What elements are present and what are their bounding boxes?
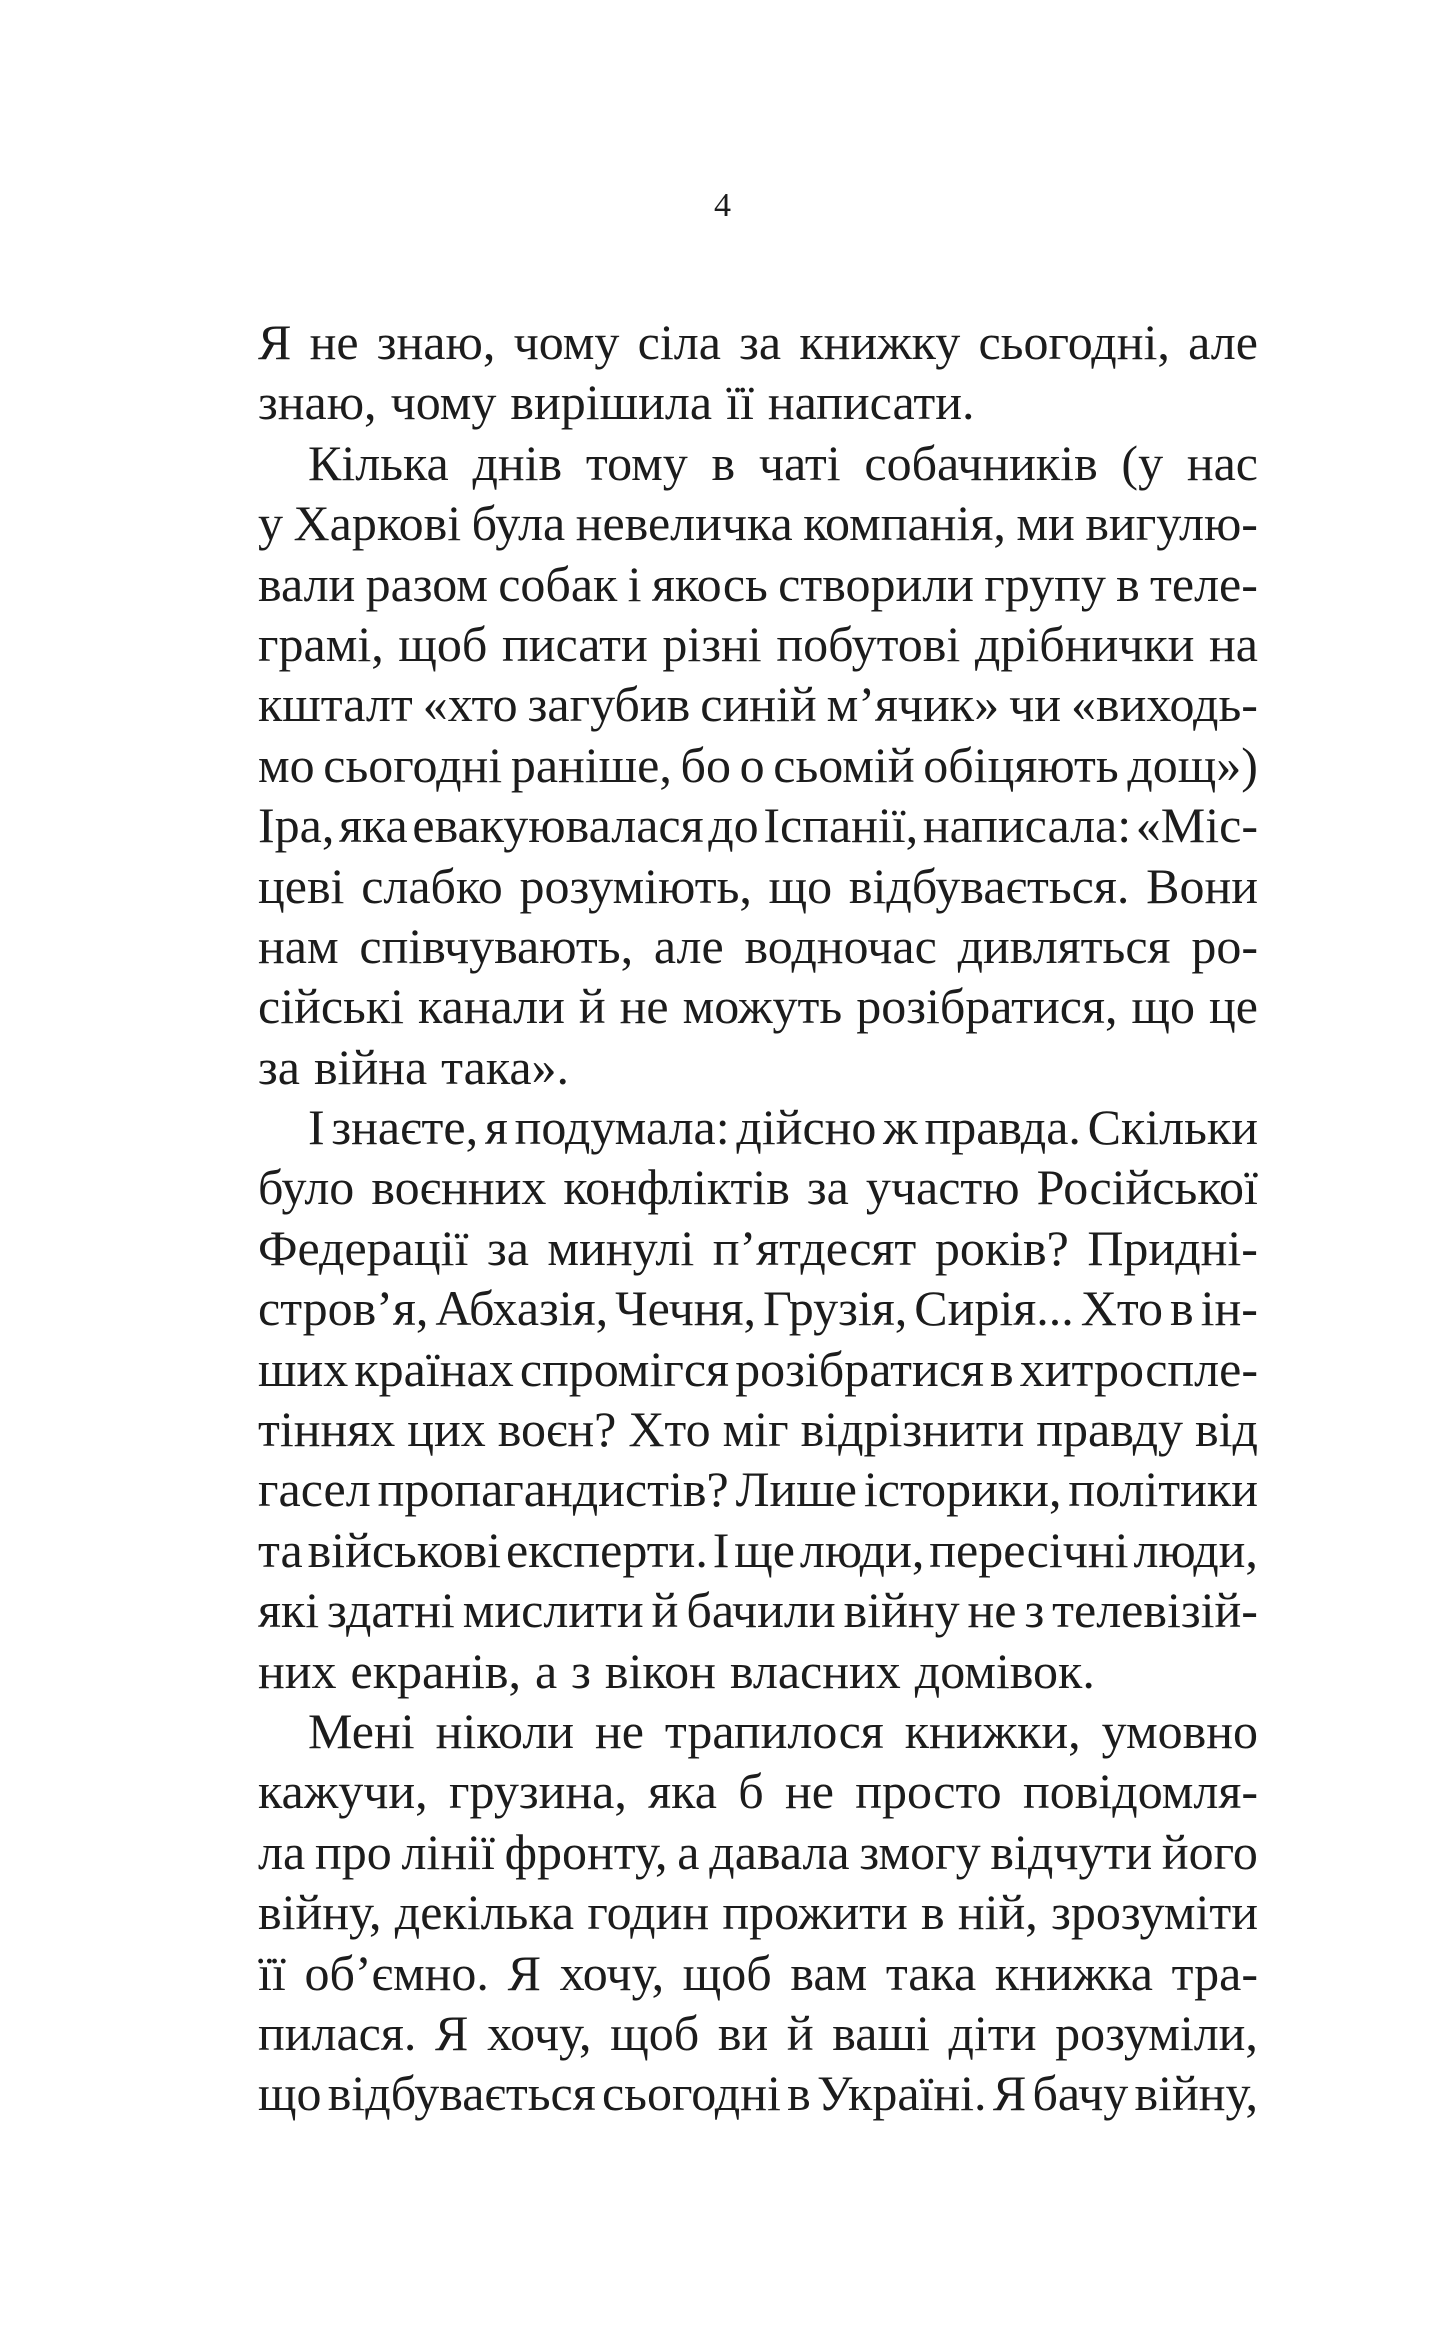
word: мислити [462, 1582, 644, 1639]
word: дрібнички [974, 615, 1195, 672]
word: Російської [1036, 1159, 1258, 1216]
word: спромігся [519, 1340, 730, 1397]
word: цих [407, 1401, 486, 1458]
word: лінії [401, 1823, 495, 1880]
word: вали [258, 555, 356, 612]
word: теле- [1150, 555, 1258, 612]
word: розуміють, [519, 857, 752, 914]
text-line [258, 2003, 1258, 2063]
text-line [258, 312, 1258, 372]
word: в [990, 1340, 1014, 1397]
word: Скільки [1087, 1099, 1258, 1156]
word: можуть [682, 978, 843, 1035]
word: якось [651, 555, 768, 612]
text-line [258, 1097, 1258, 1157]
word: них [258, 1642, 337, 1699]
word: пересічні [929, 1521, 1129, 1578]
text-line [258, 674, 1258, 734]
word: цеві [258, 857, 345, 914]
word: не [785, 1763, 834, 1820]
word: книжка [994, 1944, 1153, 2001]
word: війна [313, 1038, 428, 1095]
word: про [314, 1823, 392, 1880]
word: собак [498, 555, 618, 612]
word: прожити [722, 1884, 908, 1941]
word: «хто [422, 676, 518, 733]
word: хитроспле- [1019, 1340, 1258, 1397]
word: телевізій- [1052, 1582, 1258, 1639]
word: канали [418, 978, 565, 1035]
word: загубив [527, 676, 691, 733]
word: просто [855, 1763, 1002, 1820]
word: а [677, 1823, 700, 1880]
word: синій [700, 676, 817, 733]
word: сьогодні, [978, 314, 1170, 370]
word: раніше, [510, 736, 672, 793]
word: що [258, 2065, 322, 2122]
word: правда. [924, 1099, 1081, 1156]
word: Федерації [258, 1219, 469, 1276]
word: І [712, 1521, 730, 1578]
word: я [484, 1099, 508, 1156]
word: така». [441, 1038, 570, 1095]
word: щоб [610, 2004, 700, 2061]
word: вирішила [510, 374, 713, 431]
word: мо [258, 736, 315, 793]
body-text [258, 312, 1258, 2124]
word: написала: [922, 797, 1132, 854]
word: тому [585, 434, 688, 491]
word: знаю, [258, 374, 377, 431]
text-line [258, 1701, 1258, 1761]
word: від [1194, 1401, 1258, 1458]
word: «Міс- [1135, 797, 1258, 854]
word: п’ятдесят [712, 1219, 917, 1276]
word: (у [1121, 434, 1164, 491]
word: Україні. [817, 2065, 987, 2122]
word: ніколи [435, 1702, 575, 1759]
word: сьомій [773, 736, 915, 793]
word: в [1170, 1280, 1194, 1337]
word: Я [258, 314, 292, 370]
word: домівок. [914, 1642, 1095, 1699]
word: політики [1068, 1461, 1258, 1518]
word: Я [992, 2065, 1027, 2122]
text-line [258, 735, 1258, 795]
word: була [471, 495, 566, 552]
word: та [258, 1521, 303, 1578]
word: Хто [628, 1401, 711, 1458]
word: трапилося [664, 1702, 884, 1759]
word: гасел [258, 1461, 371, 1518]
word: подумала: [514, 1099, 730, 1156]
word: групу [984, 555, 1106, 612]
word: грамі, [258, 615, 384, 672]
word: б [738, 1763, 764, 1820]
word: чаті [758, 434, 841, 491]
word: Вони [1146, 857, 1258, 914]
word: в [787, 2065, 811, 2122]
word: побутові [776, 615, 961, 672]
word: нам [258, 917, 339, 974]
page-number: 4 [714, 187, 731, 224]
word: не [309, 314, 359, 370]
word: грузина, [449, 1763, 627, 1820]
word: дощ») [1127, 736, 1258, 793]
word: різні [662, 615, 762, 672]
text-line [258, 795, 1258, 855]
word: розібратися, [856, 978, 1118, 1035]
word: що [1131, 978, 1195, 1035]
word: сьогодні [601, 2065, 781, 2122]
word: яка [648, 1763, 717, 1820]
word: обіцяють [923, 736, 1119, 793]
word: що [768, 857, 833, 914]
word: вам [790, 1944, 868, 2001]
word: ла [258, 1823, 306, 1880]
text-line [258, 433, 1258, 493]
word: тіннях [258, 1401, 396, 1458]
word: днів [472, 434, 563, 491]
text-line [258, 2063, 1258, 2123]
word: сіла [637, 314, 721, 370]
word: м’ячик» [826, 676, 1000, 733]
text-line [258, 554, 1258, 614]
word: давала [709, 1823, 850, 1880]
word: пропагандистів? [377, 1461, 729, 1518]
word: евакуювалася [412, 797, 704, 854]
word: Мені [308, 1702, 415, 1759]
word: ших [258, 1340, 349, 1397]
word: хочу, [559, 1944, 665, 2001]
word: компанія, [803, 495, 1006, 552]
word: щоб [682, 1944, 772, 2001]
word: участю [865, 1159, 1020, 1216]
word: бачили [686, 1582, 836, 1639]
word: ж [883, 1099, 918, 1156]
word: книжку [799, 314, 961, 370]
word: пилася. [258, 2004, 417, 2061]
word: її [258, 1944, 286, 2001]
word: чому [390, 374, 497, 431]
word: ще [734, 1521, 795, 1578]
word: Я [435, 2004, 469, 2061]
text-line [258, 1399, 1258, 1459]
word: й [578, 978, 606, 1035]
word: стров’я, [258, 1280, 429, 1337]
text-line [258, 1278, 1258, 1338]
text-line [258, 976, 1258, 1036]
word: воєн? [497, 1401, 617, 1458]
word: о [739, 736, 765, 793]
word: ми [1016, 495, 1075, 552]
word: Грузія, [763, 1280, 908, 1337]
text-line [258, 1822, 1258, 1882]
word: експерти. [505, 1521, 708, 1578]
word: минулі [547, 1219, 695, 1276]
text-line [258, 1157, 1258, 1217]
word: воєнних [371, 1159, 547, 1216]
word: а [534, 1642, 558, 1699]
text-line [258, 372, 1258, 432]
word: І [308, 1099, 325, 1156]
word: Абхазія, [435, 1280, 609, 1337]
word: за [739, 314, 782, 370]
text-line [258, 1218, 1258, 1278]
word: «виходь- [1071, 676, 1258, 733]
word: сійські [258, 978, 405, 1035]
word: Харкові [293, 495, 462, 552]
word: військові [307, 1521, 502, 1578]
word: Іспанії, [763, 797, 919, 854]
word: Сирія... [914, 1280, 1074, 1337]
word: Лише [735, 1461, 857, 1518]
word: з [571, 1642, 591, 1699]
word: і [627, 555, 642, 612]
word: правду [1036, 1401, 1184, 1458]
text-line [258, 1882, 1258, 1942]
word: не [619, 978, 669, 1035]
word: ви [717, 2004, 769, 2061]
word: в [921, 1884, 945, 1941]
word: війну [843, 1582, 960, 1639]
word: Іра, [258, 797, 335, 854]
word: конфліктів [563, 1159, 790, 1216]
word: фронту, [504, 1823, 668, 1880]
word: років? [934, 1219, 1069, 1276]
word: здатні [327, 1582, 455, 1639]
word: з [1024, 1582, 1045, 1639]
text-line [258, 1580, 1258, 1640]
word: але [1188, 314, 1258, 370]
word: за [258, 1038, 300, 1095]
word: хочу, [487, 2004, 592, 2061]
word: Придні- [1087, 1219, 1258, 1276]
word: дивляться [957, 917, 1171, 974]
word: слабко [361, 857, 503, 914]
word: щоб [398, 615, 488, 672]
text-line [258, 1339, 1258, 1399]
word: ній, [957, 1884, 1038, 1941]
word: кажучи, [258, 1763, 428, 1820]
word: її [726, 374, 754, 431]
word: розуміли, [1055, 2004, 1258, 2061]
word: війну, [1134, 2065, 1258, 2122]
text-line [258, 1641, 1258, 1701]
word: бо [680, 736, 731, 793]
word: годин [587, 1884, 710, 1941]
word: дійсно [736, 1099, 877, 1156]
word: собачників [864, 434, 1098, 491]
word: відчути [990, 1823, 1153, 1880]
word: Кілька [308, 434, 449, 491]
word: вікон [604, 1642, 716, 1699]
text-line [258, 1761, 1258, 1821]
word: невеличка [575, 495, 793, 552]
word: й [651, 1582, 679, 1639]
word: Я [507, 1944, 541, 2001]
word: люди, [1133, 1521, 1258, 1578]
word: до [708, 797, 759, 854]
word: сьогодні [323, 736, 503, 793]
text-line [258, 1520, 1258, 1580]
word: розібратися [735, 1340, 984, 1397]
word: ро- [1191, 917, 1258, 974]
word: за [806, 1159, 849, 1216]
word: війну, [258, 1884, 382, 1941]
word: не [967, 1582, 1017, 1639]
word: вигулю- [1085, 495, 1258, 552]
word: не [595, 1702, 644, 1759]
word: відбувається [327, 2065, 596, 2122]
word: знаєте, [331, 1099, 479, 1156]
word: знаю, [376, 314, 496, 370]
word: зрозуміти [1051, 1884, 1258, 1941]
word: й [786, 2004, 814, 2061]
word: в [1116, 555, 1140, 612]
word: люди, [799, 1521, 925, 1578]
word: створили [778, 555, 974, 612]
word: це [1208, 978, 1258, 1035]
word: чому [513, 314, 620, 370]
text-line [258, 1037, 1258, 1097]
word: в [711, 434, 736, 491]
text-line [258, 1943, 1258, 2003]
word: декілька [394, 1884, 575, 1941]
text-line [258, 614, 1258, 674]
word: повідомля- [1023, 1763, 1258, 1820]
word: але [653, 917, 724, 974]
word: об’ємно. [304, 1944, 489, 2001]
word: країнах [354, 1340, 514, 1397]
word: за [486, 1219, 529, 1276]
word: його [1161, 1823, 1258, 1880]
word: така [885, 1944, 977, 2001]
word: нас [1186, 434, 1258, 491]
word: які [258, 1582, 320, 1639]
word: було [258, 1159, 355, 1216]
word: Хто [1080, 1280, 1164, 1337]
word: ваші [832, 2004, 930, 2061]
word: діти [948, 2004, 1037, 2061]
word: яка [339, 797, 408, 854]
word: у [258, 495, 283, 552]
word: відбувається. [848, 857, 1130, 914]
word: книжки, [904, 1702, 1081, 1759]
word: міг [722, 1401, 789, 1458]
word: тра- [1171, 1944, 1258, 2001]
word: співчувають, [359, 917, 634, 974]
word: бачу [1032, 2065, 1129, 2122]
word: ін- [1200, 1280, 1258, 1337]
word: умовно [1101, 1702, 1258, 1759]
word: відрізнити [800, 1401, 1025, 1458]
word: власних [729, 1642, 901, 1699]
text-line [258, 1459, 1258, 1519]
word: чи [1009, 676, 1062, 733]
word: історики, [863, 1461, 1062, 1518]
text-line [258, 493, 1258, 553]
word: на [1209, 615, 1258, 672]
word: водночас [744, 917, 937, 974]
word: написати. [767, 374, 975, 431]
word: змогу [859, 1823, 981, 1880]
word: кшталт [258, 676, 413, 733]
word: писати [501, 615, 648, 672]
word: разом [365, 555, 488, 612]
word: екранів, [350, 1642, 521, 1699]
text-line [258, 916, 1258, 976]
text-line [258, 856, 1258, 916]
word: Чечня, [615, 1280, 757, 1337]
